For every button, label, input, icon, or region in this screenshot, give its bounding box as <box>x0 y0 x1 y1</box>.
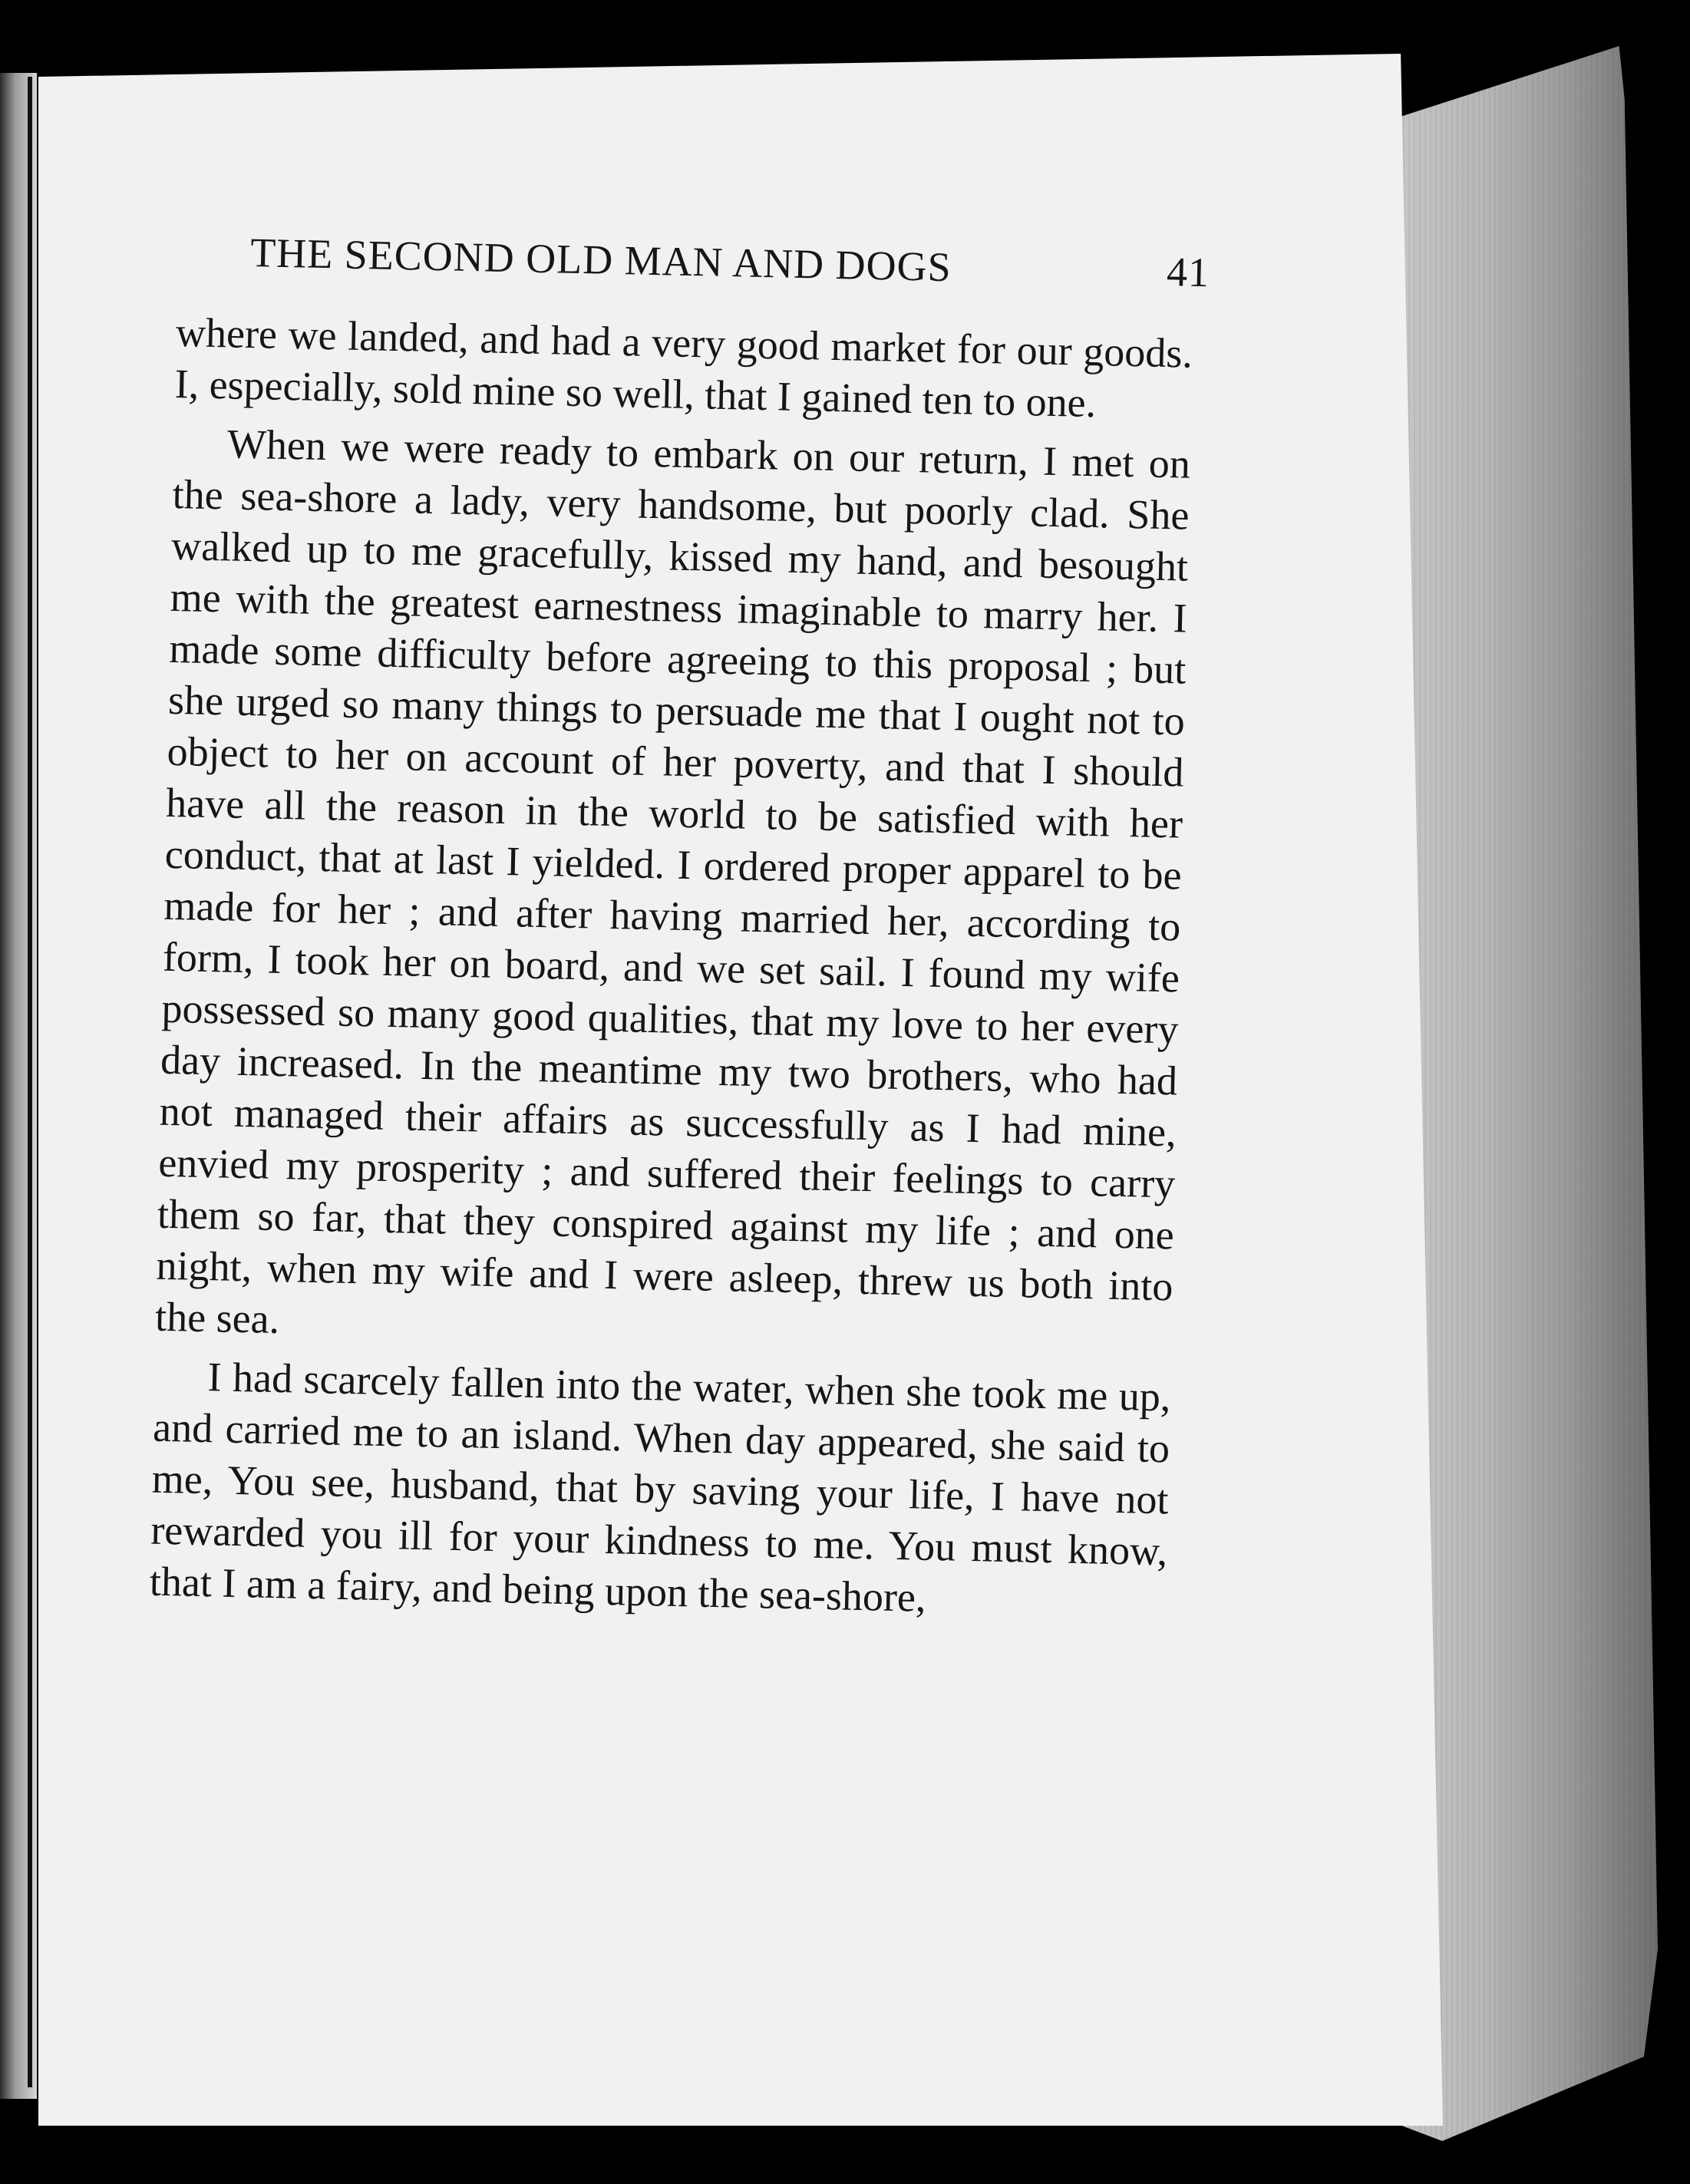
page-number: 41 <box>1166 248 1210 296</box>
page-text-block <box>149 227 1210 1628</box>
paragraph-2: When we were ready to embark on our return, I met on the sea-shore a lady, very handsome, but poorly clad. She walked up to me gracefully, kissed my hand, and besought me with the greatest earnestness imaginable to marry her. I made some difficulty before agreeing to this proposal ; but she urged so many things to persuade me that I ought not to object to her on account of her poverty, and that I should have all the reason in the world to be satisfied with her conduct, that at last I yielded. I ordered proper apparel to be made for her ; and after having married her, according to form, I took her on board, and we set sail. I found my wife possessed so many good qualities, that my love to her every day increased. In the meantime my two brothers, who had not managed their affairs as successfully as I had mine, envied my prosperity ; and suffered their feelings to carry them so far, that they conspired against my life ; and one night, when my wife and I were asleep, threw us both into the sea. <box>154 421 1191 1343</box>
paragraph-3: I had scarcely fallen into the water, when she took me up, and carried me to an island. When day appeared, she said to me, You see, husband, that by saving your life, I have not rewarded you ill for your kindness to me. You must know, that I am a fairy, and being upon the sea-shore, <box>149 1354 1171 1621</box>
chapter-title: THE SECOND OLD MAN AND DOGS <box>249 229 952 291</box>
paragraph-1: where we landed, and had a very good market for our goods. I, especially, sold mine so well, that I gained ten to one. <box>174 308 1193 427</box>
gutter-shadow <box>28 77 32 2087</box>
